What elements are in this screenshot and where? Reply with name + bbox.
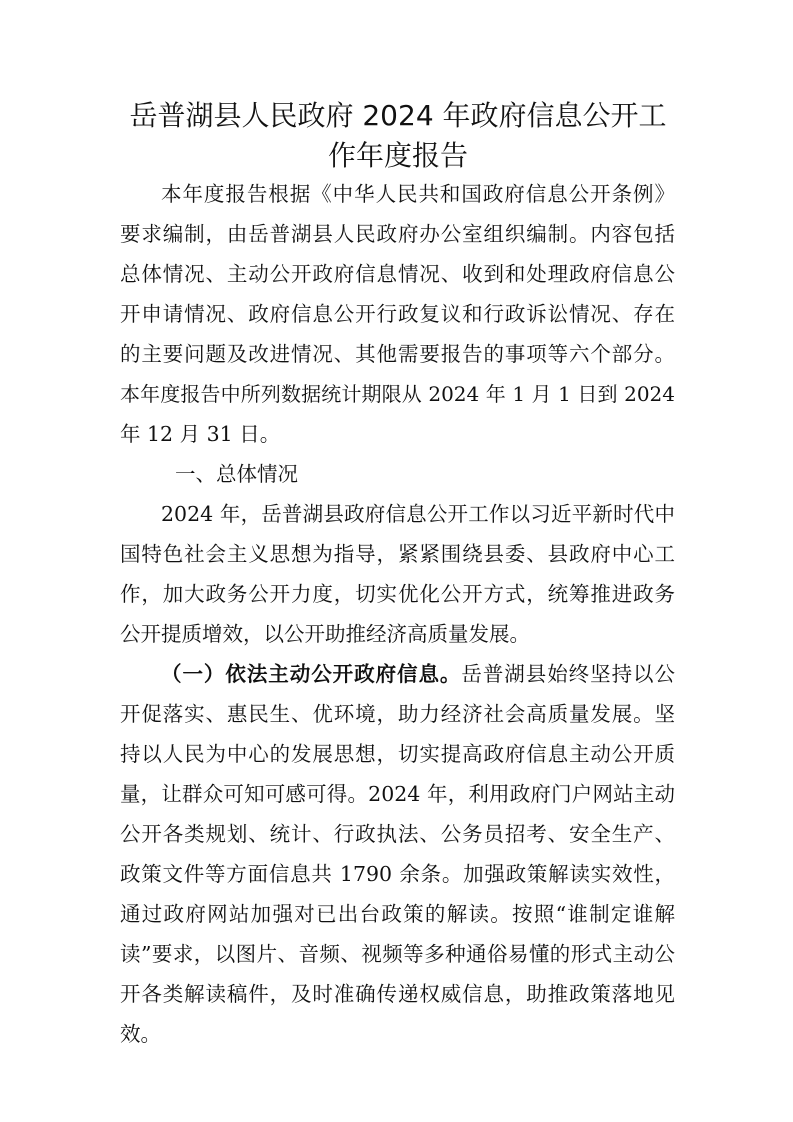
subsection-first-line-text: 岳普湖县始终坚持以公	[461, 662, 675, 686]
subsection-line: 读”要求，以图片、音频、视频等多种通俗易懂的形式主动公	[120, 942, 675, 966]
subsection-line: 开各类解读稿件，及时准确传递权威信息，助推政策落地见	[120, 982, 675, 1006]
subsection-line: 政策文件等方面信息共 1790 余条。加强政策解读实效性，	[120, 862, 675, 886]
subsection-line: 效。	[120, 1022, 161, 1046]
intro-line: 的主要问题及改进情况、其他需要报告的事项等六个部分。	[120, 342, 675, 366]
subsection-line: 开促落实、惠民生、优环境，助力经济社会高质量发展。坚	[120, 702, 675, 726]
subsection-heading: （一）依法主动公开政府信息。	[161, 662, 462, 686]
subsection-line: 持以人民为中心的发展思想，切实提高政府信息主动公开质	[120, 742, 675, 766]
subsection-line: 通过政府网站加强对已出台政策的解读。按照“谁制定谁解	[120, 902, 675, 926]
document-title-line-2: 作年度报告	[327, 139, 468, 172]
intro-line: 年 12 月 31 日。	[120, 422, 281, 446]
subsection-first-line	[161, 654, 675, 694]
overview-line: 2024 年，岳普湖县政府信息公开工作以习近平新时代中	[161, 502, 675, 526]
overview-line: 公开提质增效，以公开助推经济高质量发展。	[120, 622, 530, 646]
subsection-line: 公开各类规划、统计、行政执法、公务员招考、安全生产、	[120, 822, 675, 846]
section-heading-overview: 一、总体情况	[175, 462, 298, 486]
intro-line: 本年度报告根据《中华人民共和国政府信息公开条例》	[161, 182, 675, 206]
document-title-line-1: 岳普湖县人民政府 2024 年政府信息公开工	[129, 99, 667, 132]
subsection-line: 量，让群众可知可感可得。2024 年，利用政府门户网站主动	[120, 782, 675, 806]
overview-line: 国特色社会主义思想为指导，紧紧围绕县委、县政府中心工	[120, 542, 675, 566]
intro-line: 总体情况、主动公开政府信息情况、收到和处理政府信息公	[120, 262, 675, 286]
intro-line: 开申请情况、政府信息公开行政复议和行政诉讼情况、存在	[120, 302, 675, 326]
intro-line: 本年度报告中所列数据统计期限从 2024 年 1 月 1 日到 2024	[120, 382, 675, 406]
intro-line: 要求编制，由岳普湖县人民政府办公室组织编制。内容包括	[120, 222, 675, 246]
overview-line: 作，加大政务公开力度，切实优化公开方式，统筹推进政务	[120, 582, 675, 606]
